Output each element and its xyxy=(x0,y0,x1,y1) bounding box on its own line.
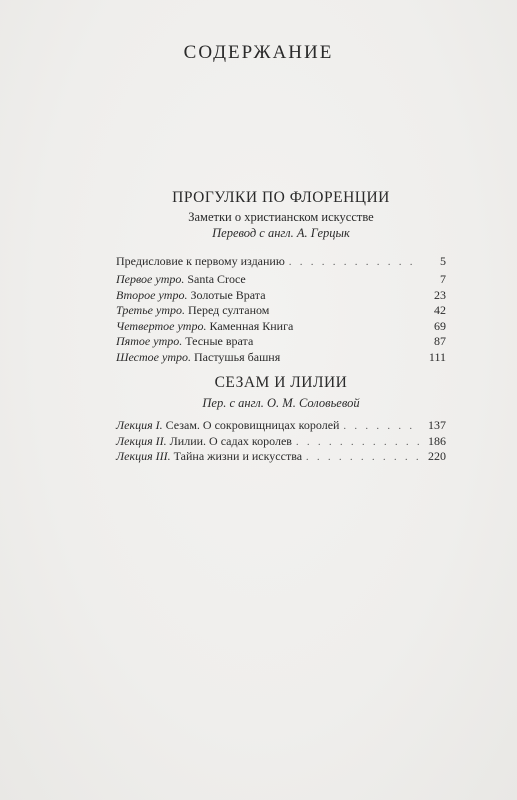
section-translator: Перевод с англ. А. Герцык xyxy=(212,226,350,240)
entry-page: 186 xyxy=(428,433,446,448)
section-florence xyxy=(116,189,446,241)
section-sesame xyxy=(116,374,446,411)
toc-entry[interactable] xyxy=(116,434,446,450)
entry-label: Второе утро. xyxy=(116,287,188,302)
entry-label: Пятое утро. xyxy=(116,334,183,349)
section-subtitle: Заметки о христианском искусстве xyxy=(188,210,374,224)
entry-title: Золотые Врата xyxy=(190,287,266,302)
leader-dots xyxy=(343,419,420,435)
toc-list-lectures xyxy=(116,418,446,465)
entry-title: Лилии. О садах королев xyxy=(169,433,292,448)
toc-entry[interactable] xyxy=(116,449,446,465)
toc-entry[interactable] xyxy=(116,334,446,350)
entry-page: 87 xyxy=(434,334,446,349)
toc-entry[interactable] xyxy=(116,288,446,304)
page-title: СОДЕРЖАНИЕ xyxy=(183,42,334,63)
section-title: СЕЗАМ И ЛИЛИИ xyxy=(214,374,348,391)
entry-title: Тесные врата xyxy=(185,334,254,349)
entry-page: 7 xyxy=(440,272,446,286)
toc-entry[interactable] xyxy=(116,418,446,434)
entry-title: Перед султаном xyxy=(188,303,270,318)
leader-dots xyxy=(289,255,420,271)
entry-title: Тайна жизни и искусства xyxy=(173,449,303,464)
entry-page: 220 xyxy=(428,449,446,464)
entry-label: Лекция I. xyxy=(116,418,163,432)
section-title: ПРОГУЛКИ ПО ФЛОРЕНЦИИ xyxy=(172,189,390,206)
entry-title: Пастушья башня xyxy=(194,349,281,364)
toc-list-mornings xyxy=(116,272,446,366)
entry-title: Предисловие к первому изданию xyxy=(116,254,285,268)
entry-title: Каменная Книга xyxy=(209,318,294,333)
entry-page: 137 xyxy=(428,418,446,432)
entry-page: 5 xyxy=(440,254,446,268)
entry-title: Santa Croce xyxy=(187,272,246,286)
toc-entry-preface[interactable] xyxy=(116,254,446,270)
entry-label: Шестое утро. xyxy=(116,349,191,364)
leader-dots xyxy=(306,450,420,466)
toc-entry[interactable] xyxy=(116,272,446,288)
toc-entry[interactable] xyxy=(116,319,446,335)
entry-label: Первое утро. xyxy=(116,272,185,286)
toc-entry[interactable] xyxy=(116,350,446,366)
entry-title: Сезам. О сокровищницах королей xyxy=(165,418,340,432)
entry-label: Лекция III. xyxy=(116,449,171,464)
toc-entry[interactable] xyxy=(116,303,446,319)
entry-page: 111 xyxy=(428,349,446,364)
entry-page: 69 xyxy=(434,318,446,333)
entry-label: Третье утро. xyxy=(116,303,185,318)
entry-page: 42 xyxy=(434,303,446,318)
leader-dots xyxy=(296,435,420,451)
entry-label: Четвертое утро. xyxy=(116,318,207,333)
entry-page: 23 xyxy=(434,287,446,302)
toc-list-florence xyxy=(116,254,446,270)
entry-label: Лекция II. xyxy=(116,433,167,448)
section-translator: Пер. с англ. О. М. Соловьевой xyxy=(202,396,360,410)
